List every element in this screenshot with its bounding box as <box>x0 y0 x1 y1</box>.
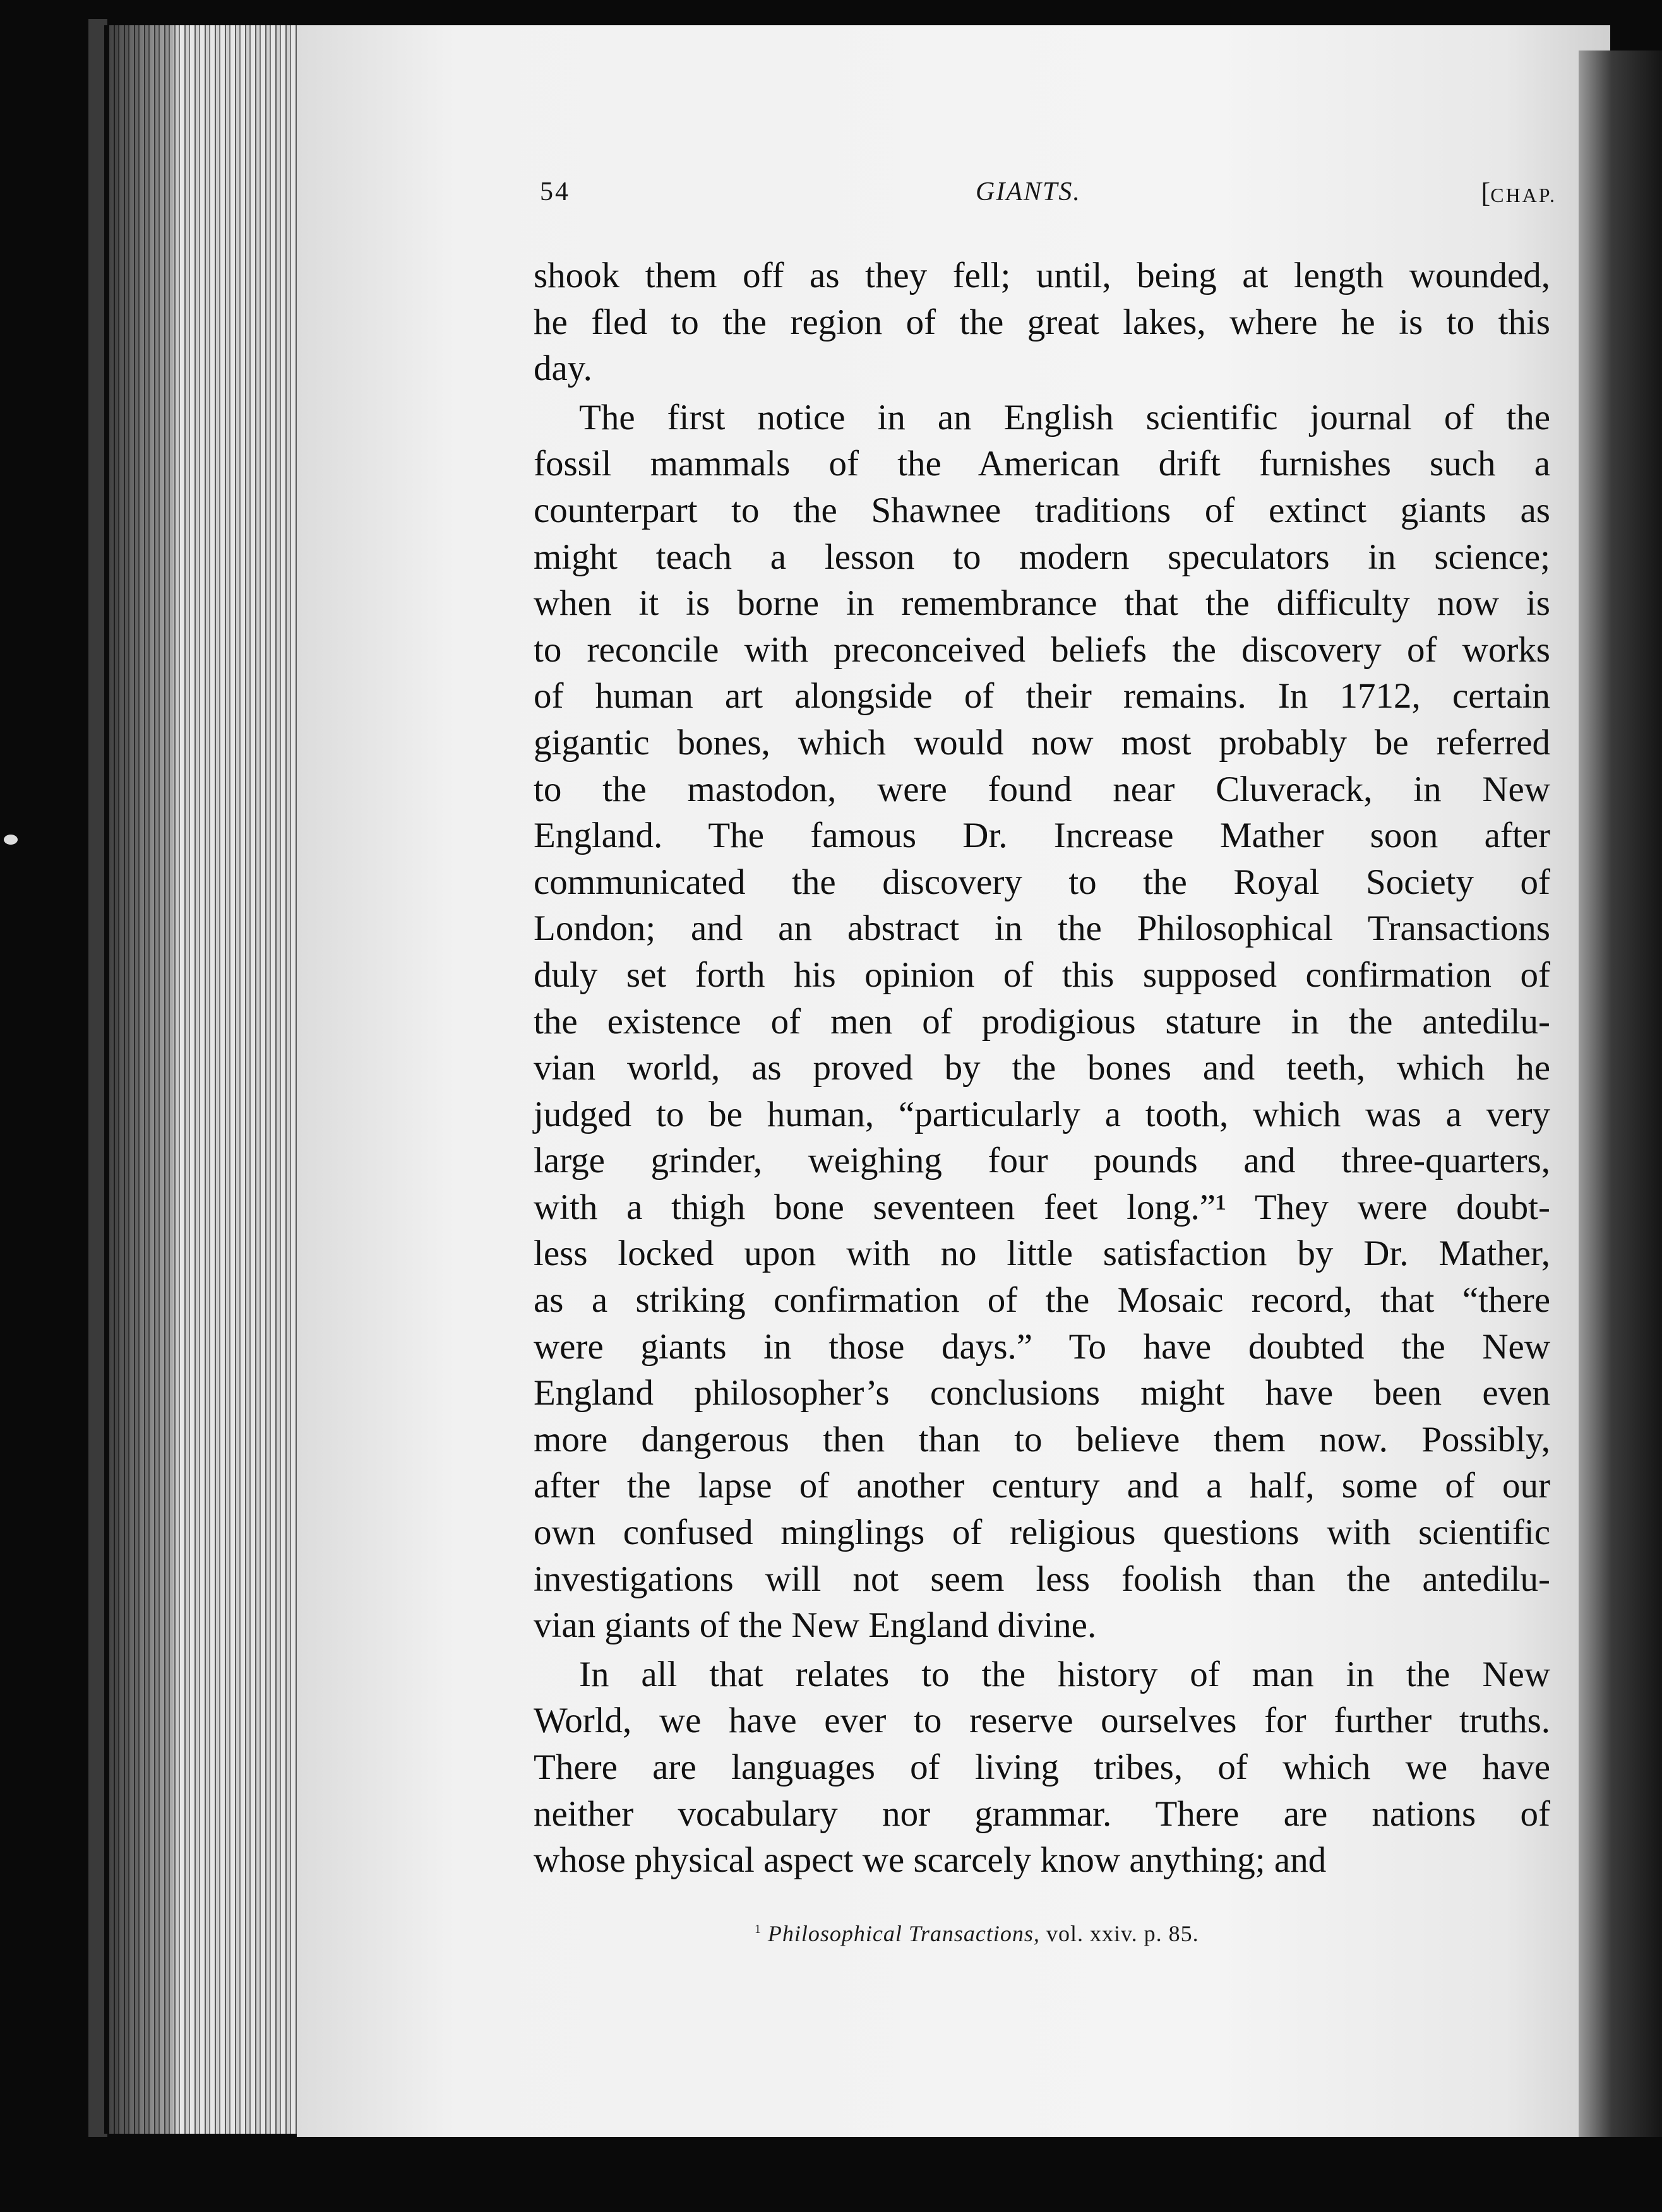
text-line: large grinder, weighing four pounds and three-quarters, <box>534 1141 1550 1181</box>
text-line: counterpart to the Shawnee traditions of extinct giants as <box>534 490 1550 530</box>
page-number: 54 <box>540 177 570 206</box>
text-line: World, we have ever to reserve ourselves for further truths. <box>534 1701 1550 1741</box>
text-line: day. <box>534 348 592 389</box>
chapter-abbrev: CHAP. <box>1490 184 1557 206</box>
text-line: investigations will not seem less foolish than the antedilu- <box>534 1559 1550 1599</box>
text-line: shook them off as they fell; until, being at length wounded, <box>534 256 1550 295</box>
running-title: GIANTS. <box>976 177 1081 206</box>
text-line: There are languages of living tribes, of which we have <box>534 1747 1550 1787</box>
text-line: might teach a lesson to modern speculators in science; <box>534 537 1550 577</box>
footnote-title: Philosophical Transactions, <box>767 1921 1040 1946</box>
paragraph <box>534 253 1550 392</box>
paragraph <box>534 1651 1550 1884</box>
scan-bottom-margin <box>88 2137 1662 2212</box>
text-line: he fled to the region of the great lakes, where he is to this <box>534 302 1550 342</box>
text-line: In all that relates to the history of man in the New <box>579 1654 1550 1694</box>
text-line: less locked upon with no little satisfaction by Dr. Mather, <box>534 1234 1550 1274</box>
text-line: after the lapse of another century and a half, some of our <box>534 1466 1550 1506</box>
chapter-label <box>1481 177 1557 209</box>
running-header <box>540 172 1557 222</box>
binding-shadow <box>104 25 174 2134</box>
text-line: of human art alongside of their remains. In 1712, certain <box>534 676 1550 717</box>
footnote-marker: 1 <box>755 1922 762 1936</box>
text-line: London; and an abstract in the Philosophical Transactions <box>534 908 1550 949</box>
footnote <box>755 1920 1199 1947</box>
text-line: gigantic bones, which would now most probably be referred <box>534 722 1550 763</box>
text-line: more dangerous then than to believe them now. Possibly, <box>534 1419 1550 1460</box>
footnote-reference: vol. xxiv. p. 85. <box>1046 1921 1199 1946</box>
chapter-bracket: [ <box>1481 177 1491 208</box>
text-line: the existence of men of prodigious stature in the antedilu- <box>534 1001 1550 1042</box>
text-line: fossil mammals of the American drift furnishes such a <box>534 444 1550 484</box>
text-line: judged to be human, “particularly a tooth, which was a very <box>534 1094 1550 1134</box>
scan-speck <box>4 835 18 845</box>
text-line: England. The famous Dr. Increase Mather soon after <box>534 816 1550 856</box>
text-line: The first notice in an English scientific journal of the <box>579 397 1550 437</box>
text-line: duly set forth his opinion of this supposed confirmation of <box>534 954 1550 995</box>
text-line: to reconcile with preconceived beliefs the discovery of works <box>534 629 1550 670</box>
text-line: as a striking confirmation of the Mosaic record, that “there <box>534 1280 1550 1321</box>
body-text <box>534 253 1550 1884</box>
text-line: when it is borne in remembrance that the difficulty now is <box>534 583 1550 624</box>
text-line: neither vocabulary nor grammar. There are nations of <box>534 1793 1550 1834</box>
text-line: England philosopher’s conclusions might have been even <box>534 1373 1550 1413</box>
text-line: to the mastodon, were found near Cluverack, in New <box>534 769 1550 809</box>
paragraph <box>534 395 1550 1649</box>
text-line: were giants in those days.” To have doubted the New <box>534 1326 1550 1367</box>
text-line: vian world, as proved by the bones and teeth, which he <box>534 1048 1550 1088</box>
text-line: with a thigh bone seventeen feet long.”¹ They were doubt- <box>534 1187 1550 1227</box>
facing-page-shadow <box>1579 51 1662 2184</box>
text-line: communicated the discovery to the Royal Society of <box>534 862 1550 902</box>
text-line: whose physical aspect we scarcely know anything; and <box>534 1840 1327 1881</box>
text-line: vian giants of the New England divine. <box>534 1605 1097 1646</box>
text-line: own confused minglings of religious questions with scientific <box>534 1513 1550 1553</box>
